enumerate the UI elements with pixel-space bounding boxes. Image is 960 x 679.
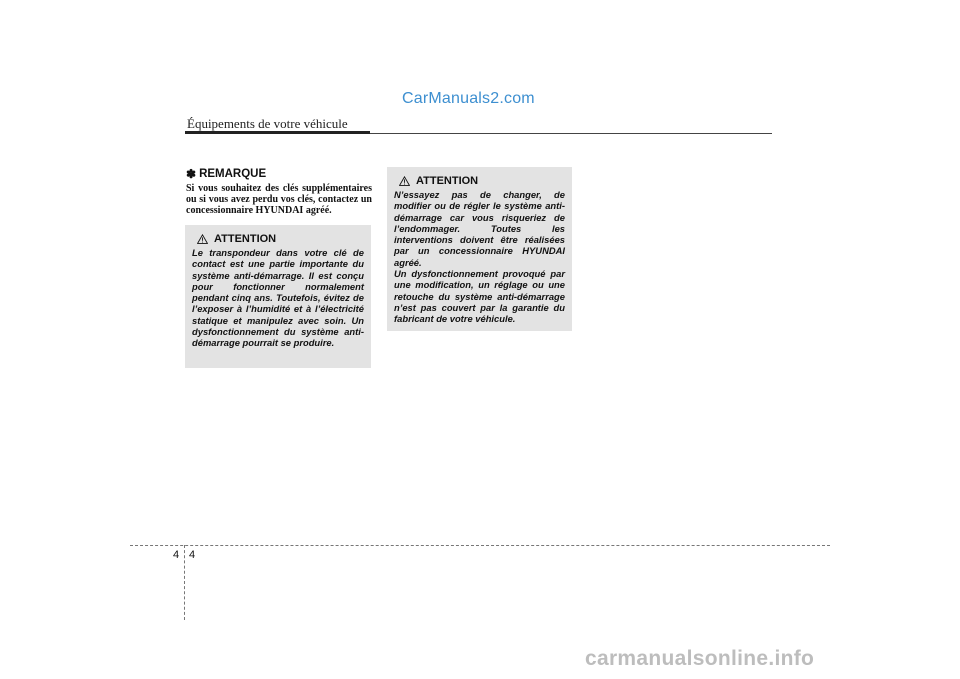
attention-box-left xyxy=(185,225,371,368)
page-title: Équipements de votre véhicule xyxy=(187,116,348,131)
page-number: 4 xyxy=(189,549,196,561)
attention-paragraph: Un dysfonctionnement provoqué par une modification, un réglage ou une retouche du système anti-démarrage n’est pas couvert par la garantie du fabricant de votre véhicule. xyxy=(394,268,565,325)
watermark-carmanuals2: CarManuals2.com xyxy=(402,90,535,107)
attention-heading-label: ATTENTION xyxy=(416,175,479,187)
attention-heading-left xyxy=(197,233,364,245)
header-rule-thick xyxy=(185,131,370,134)
footer-vertical-rule xyxy=(184,545,185,620)
attention-paragraph: N’essayez pas de changer, de modifier ou de régler le système anti-démarrage car vous risqueriez de l’endommager. Toutes les interventions doivent être réalisées par un concessionnaire HYUNDAI agréé. xyxy=(394,189,565,268)
chapter-number: 4 xyxy=(173,549,180,561)
attention-box-right xyxy=(387,167,572,331)
watermark-carmanualsonline: carmanualsonline.info xyxy=(585,647,815,670)
attention-body-left: Le transpondeur dans votre clé de contact est une partie importante du système anti-démarrage. Il est conçu pour fonctionner normalement pendant cinq ans. Toutefois, évitez de l’exposer à l’humidité et à l’électricité statique et manipulez avec soin. Un dysfonctionnement du système anti-démarrage pourrait se produire. xyxy=(192,247,364,349)
note-body: Si vous souhaitez des clés supplémentaires ou si vous avez perdu vos clés, contactez un concessionnaire HYUNDAI agréé. xyxy=(186,183,372,216)
warning-triangle-icon xyxy=(399,176,410,186)
note-heading xyxy=(186,167,372,181)
warning-triangle-icon xyxy=(197,234,208,244)
note-star-icon: ✽ xyxy=(186,167,197,181)
attention-heading-right xyxy=(399,175,565,187)
attention-body-right xyxy=(394,189,565,325)
header-rule-thin xyxy=(370,133,772,134)
note-heading-label: REMARQUE xyxy=(199,168,267,180)
attention-heading-label: ATTENTION xyxy=(214,233,277,245)
footer-rule xyxy=(130,545,830,546)
note-section xyxy=(186,167,372,216)
